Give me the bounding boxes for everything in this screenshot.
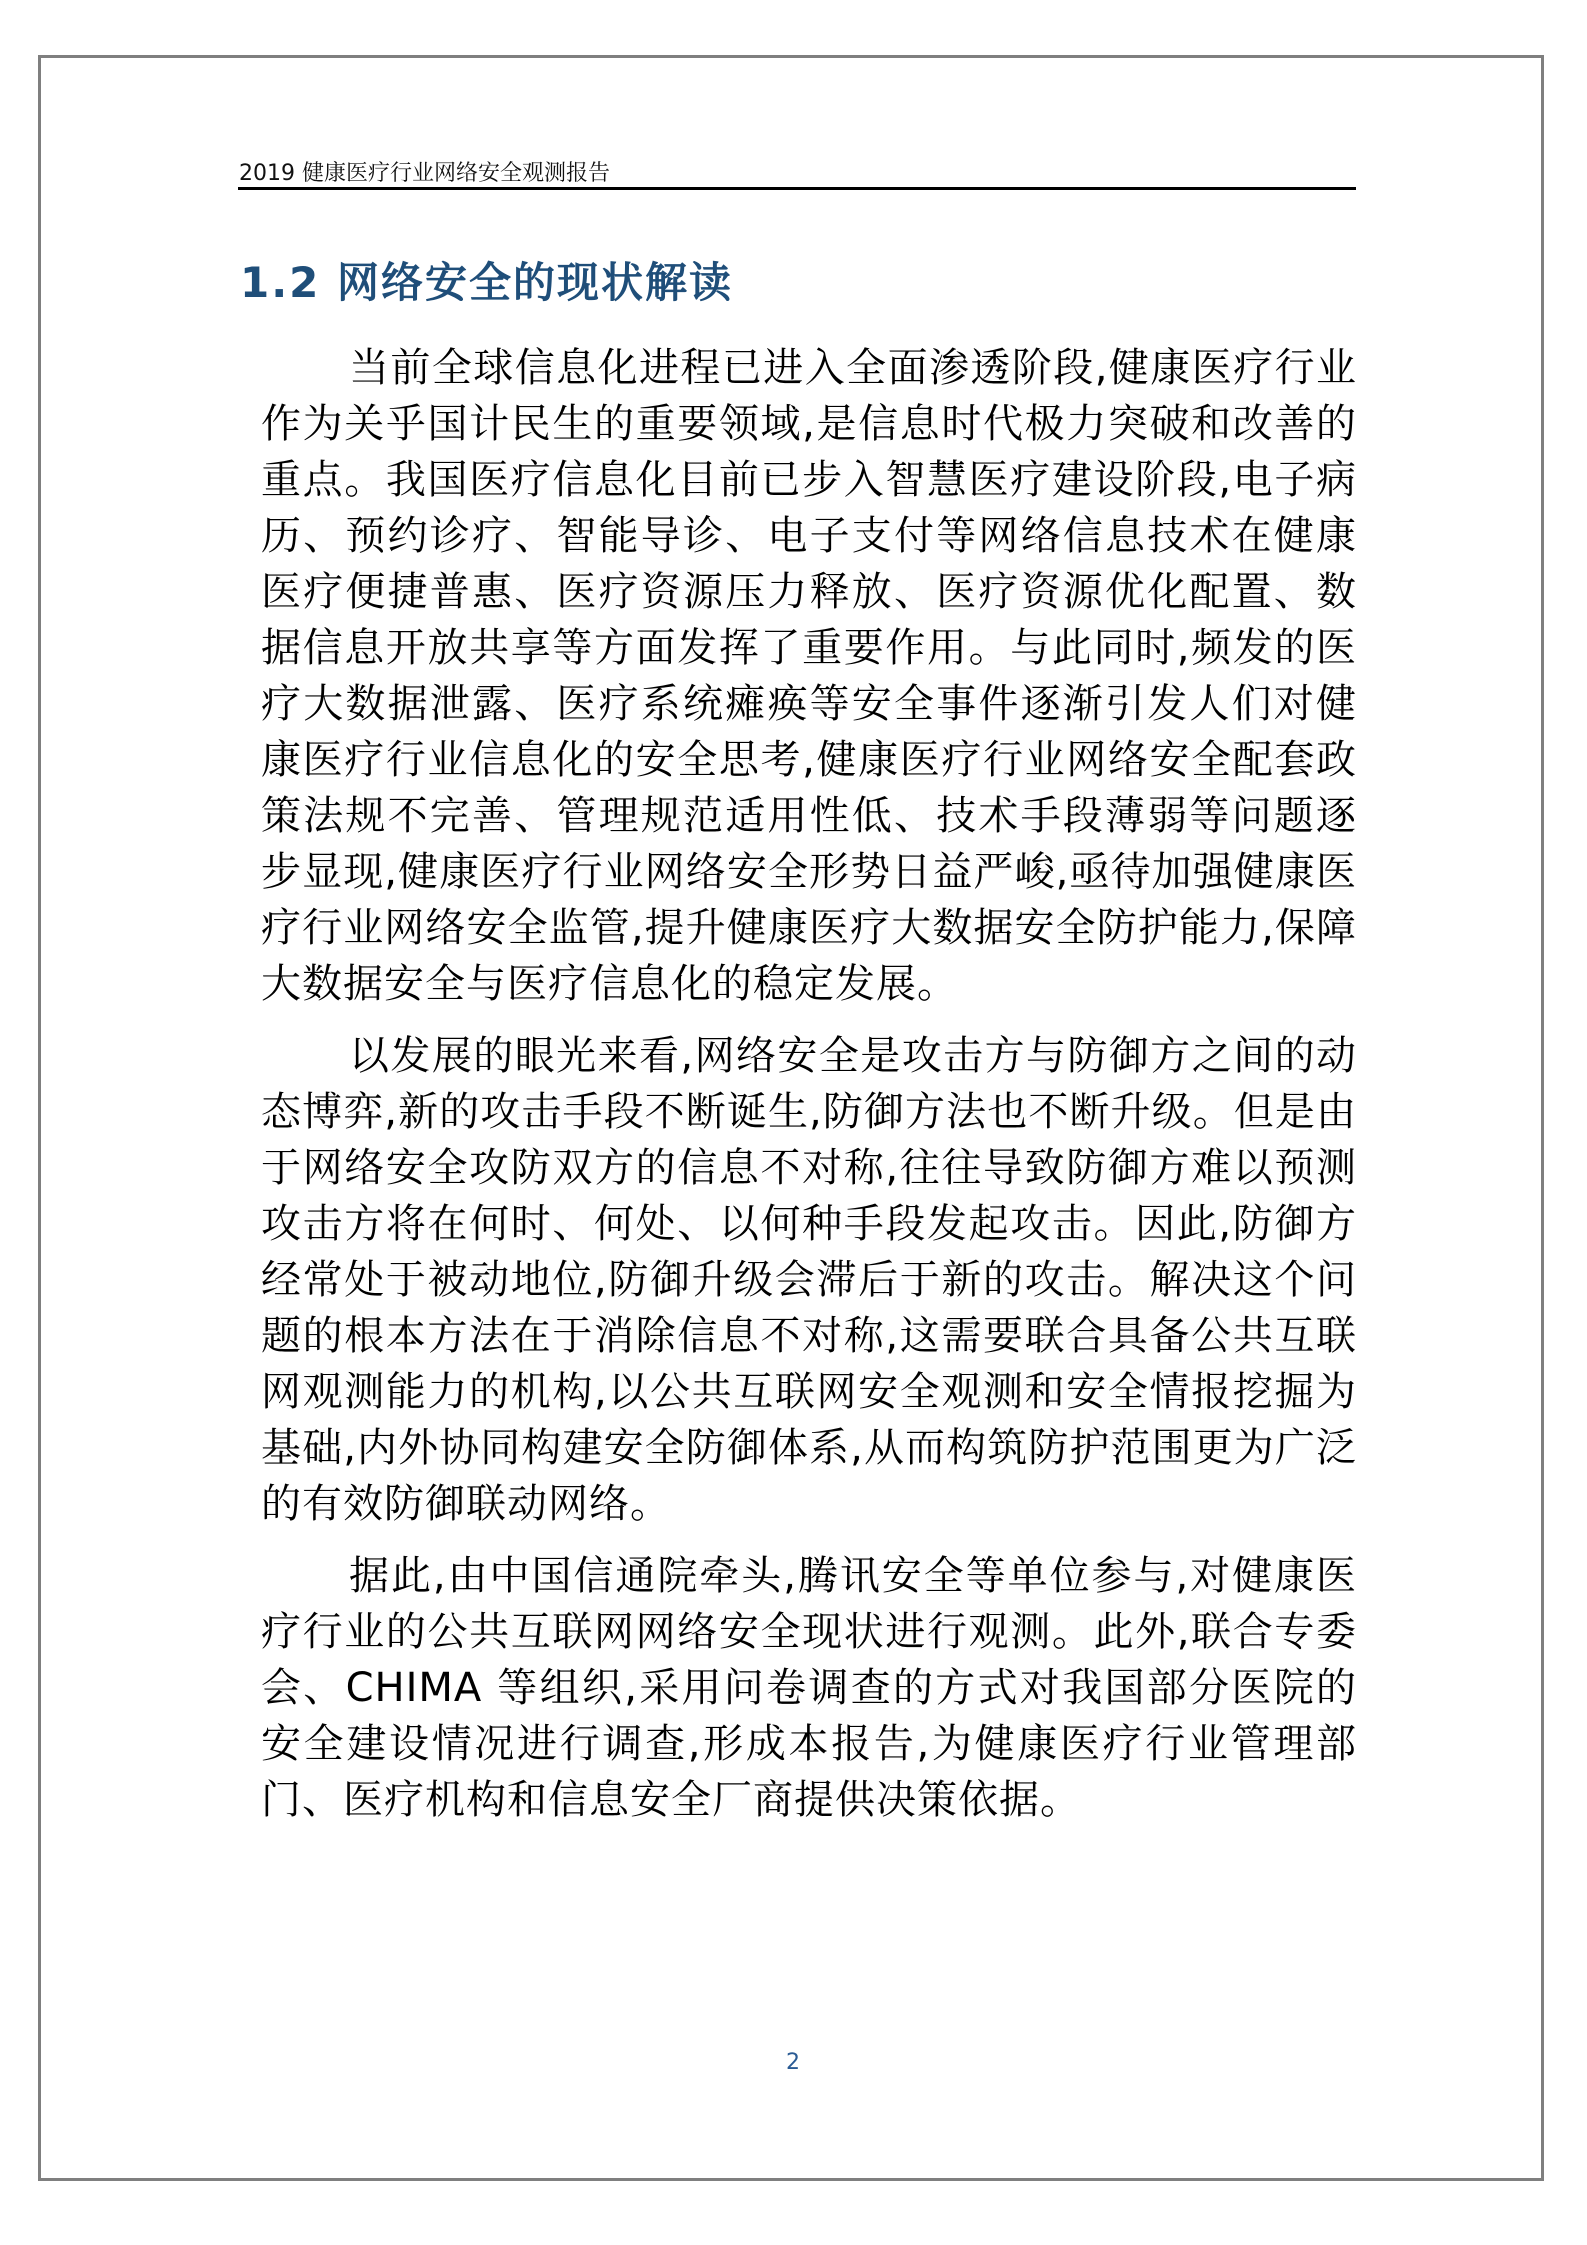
page-number: 2 (786, 2050, 800, 2075)
paragraph-1: 当前全球信息化进程已进入全面渗透阶段,健康医疗行业作为关乎国计民生的重要领域,是信息时代极力突破和改善的重点。我国医疗信息化目前已步入智慧医疗建设阶段,电子病历、预约诊疗、智能导诊、电子支付等网络信息技术在健康医疗便捷普惠、医疗资源压力释放、医疗资源优化配置、数据信息开放共享等方面发挥了重要作用。与此同时,频发的医疗大数据泄露、医疗系统瘫痪等安全事件逐渐引发人们对健康医疗行业信息化的安全思考,健康医疗行业网络安全配套政策法规不完善、管理规范适用性低、技术手段薄弱等问题逐步显现,健康医疗行业网络安全形势日益严峻,亟待加强健康医疗行业网络安全监管,提升健康医疗大数据安全防护能力,保障大数据安全与医疗信息化的稳定发展。 (261, 345, 1357, 1007)
body-text (261, 340, 1357, 1844)
paragraph-3: 据此,由中国信通院牵头,腾讯安全等单位参与,对健康医疗行业的公共互联网网络安全现状进行观测。此外,联合专委会、CHIMA 等组织,采用问卷调查的方式对我国部分医院的安全建设情况进行调查,形成本报告,为健康医疗行业管理部门、医疗机构和信息安全厂商提供决策依据。 (261, 1553, 1357, 1823)
running-header: 2019 健康医疗行业网络安全观测报告 (239, 161, 610, 186)
section-heading: 1.2 网络安全的现状解读 (240, 258, 734, 307)
header-divider (238, 187, 1356, 190)
paragraph-2: 以发展的眼光来看,网络安全是攻击方与防御方之间的动态博弈,新的攻击手段不断诞生,防御方法也不断升级。但是由于网络安全攻防双方的信息不对称,往往导致防御方难以预测攻击方将在何时、何处、以何种手段发起攻击。因此,防御方经常处于被动地位,防御升级会滞后于新的攻击。解决这个问题的根本方法在于消除信息不对称,这需要联合具备公共互联网观测能力的机构,以公共互联网安全观测和安全情报挖掘为基础,内外协同构建安全防御体系,从而构筑防护范围更为广泛的有效防御联动网络。 (261, 1033, 1357, 1527)
